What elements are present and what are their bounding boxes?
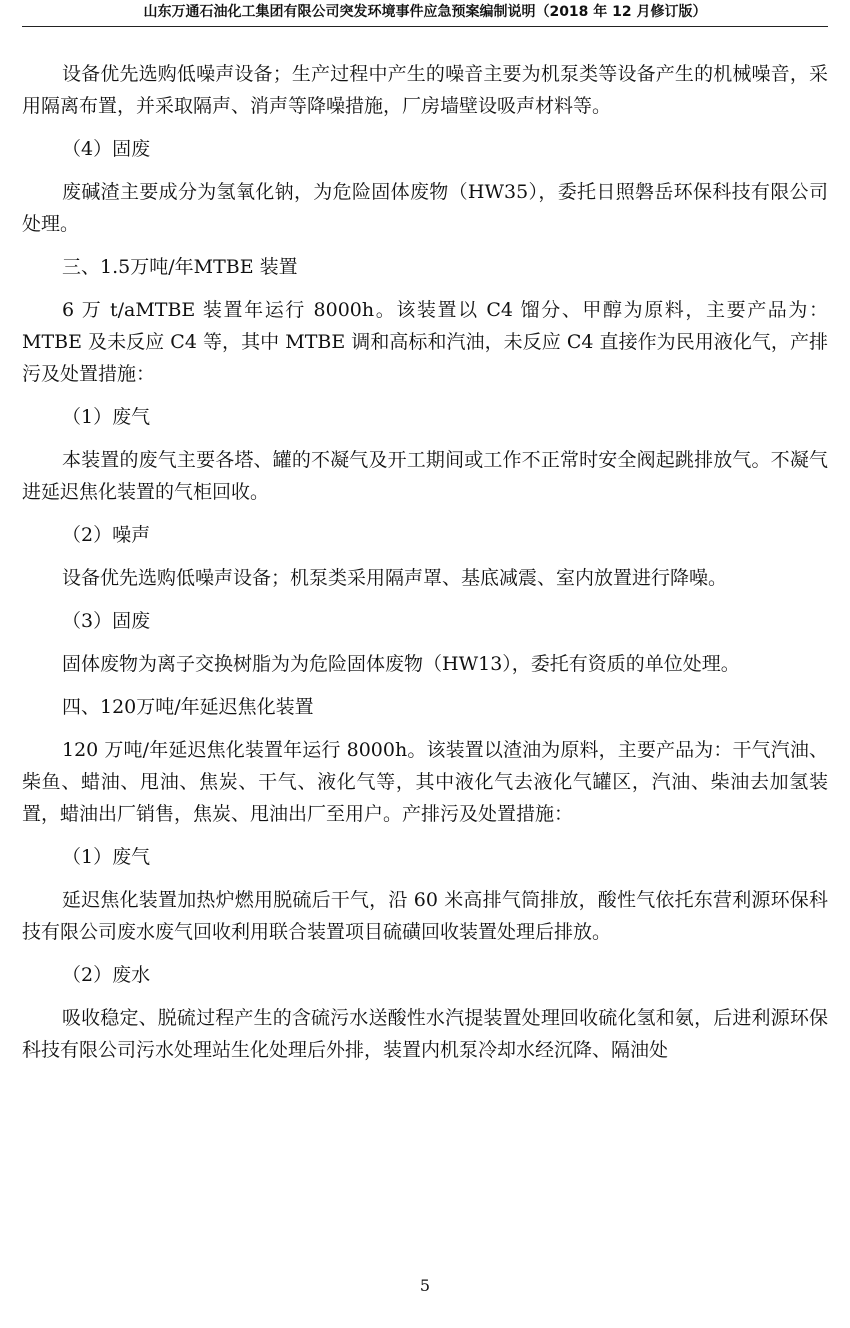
heading-solid-waste-4: （4）固废 (62, 138, 151, 160)
paragraph-alkali-residue: 废碱渣主要成分为氢氧化钠，为危险固体废物（HW35），委托日照磐岳环保科技有限公司处理。 (22, 181, 828, 235)
page-number: 5 (419, 1276, 431, 1295)
paragraph-mtbe-solid-waste: 固体废物为离子交换树脂为为危险固体废物（HW13），委托有资质的单位处理。 (62, 653, 740, 675)
paragraph-mtbe-waste-gas: 本装置的废气主要各塔、罐的不凝气及开工期间或工作不正常时安全阀起跳排放气。不凝气进延迟焦化装置的气柜回收。 (22, 449, 828, 503)
paragraph-mtbe-description: 6 万 t/aMTBE 装置年运行 8000h。该装置以 C4 馏分、甲醇为原料，主要产品为：MTBE 及未反应 C4 等，其中 MTBE 调和高标和汽油，未反应 C4 直接作为民用液化气，产排污及处置措施： (22, 299, 828, 385)
document-body (22, 58, 828, 1077)
heading-noise-2: （2）噪声 (62, 524, 151, 546)
paragraph-noise-equipment: 设备优先选购低噪声设备；生产过程中产生的噪音主要为机泵类等设备产生的机械噪音，采用隔离布置，并采取隔声、消声等降噪措施，厂房墙壁设吸声材料等。 (22, 63, 828, 117)
heading-solid-waste-3: （3）固废 (62, 610, 151, 632)
page-header (22, 0, 828, 27)
section-heading-coking-unit: 四、120万吨/年延迟焦化装置 (62, 696, 314, 718)
header-title: 山东万通石油化工集团有限公司突发环境事件应急预案编制说明（2018 年 12 月修订版） (143, 4, 707, 20)
heading-waste-water-coking: （2）废水 (62, 964, 151, 986)
paragraph-coking-waste-gas: 延迟焦化装置加热炉燃用脱硫后干气，沿 60 米高排气筒排放，酸性气依托东营利源环保科技有限公司废水废气回收利用联合装置项目硫磺回收装置处理后排放。 (22, 889, 828, 943)
section-heading-mtbe-unit: 三、1.5万吨/年MTBE 装置 (62, 256, 298, 278)
heading-waste-gas-1: （1）废气 (62, 406, 151, 428)
paragraph-coking-description: 120 万吨/年延迟焦化装置年运行 8000h。该装置以渣油为原料，主要产品为：干气汽油、柴鱼、蜡油、甩油、焦炭、干气、液化气等，其中液化气去液化气罐区，汽油、柴油去加氢装置，蜡油出厂销售，焦炭、甩油出厂至用户。产排污及处置措施： (22, 739, 828, 825)
paragraph-mtbe-noise: 设备优先选购低噪声设备；机泵类采用隔声罩、基底减震、室内放置进行降噪。 (62, 567, 728, 589)
paragraph-coking-waste-water: 吸收稳定、脱硫过程产生的含硫污水送酸性水汽提装置处理回收硫化氢和氨，后进利源环保科技有限公司污水处理站生化处理后外排，装置内机泵冷却水经沉降、隔油处 (22, 1007, 828, 1061)
heading-waste-gas-coking: （1）废气 (62, 846, 151, 868)
